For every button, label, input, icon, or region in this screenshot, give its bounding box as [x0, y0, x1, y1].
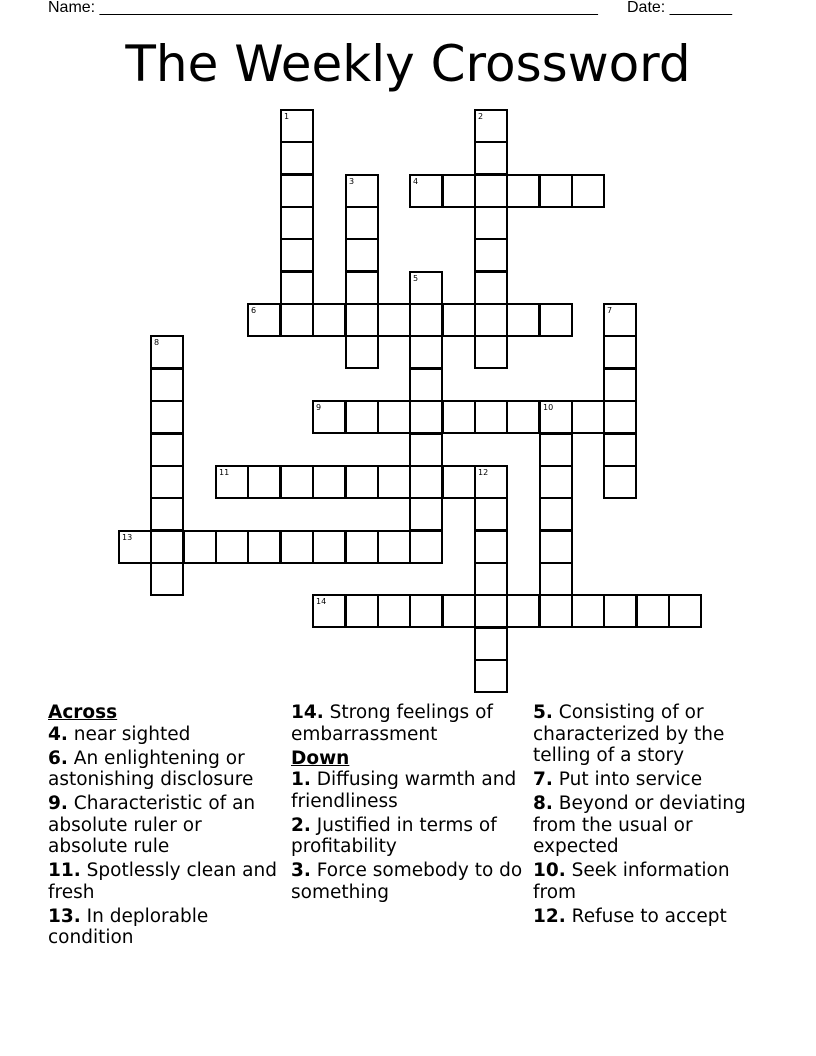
down-clue-10 [533, 860, 773, 903]
cell-number: 7 [607, 306, 613, 315]
grid-cell[interactable] [409, 271, 443, 305]
grid-cell[interactable] [603, 335, 637, 369]
clue-text: Diffusing warmth and friendliness [291, 769, 517, 812]
down-clue-5 [533, 702, 773, 767]
grid-cell[interactable] [150, 400, 184, 434]
grid-cell[interactable] [539, 594, 573, 628]
grid-cell[interactable] [377, 400, 411, 434]
grid-cell[interactable] [150, 433, 184, 467]
clue-number: 9. [48, 793, 68, 814]
grid-cell[interactable] [474, 465, 508, 499]
grid-cell[interactable] [377, 530, 411, 564]
across-clue-14 [291, 702, 523, 745]
grid-cell[interactable] [150, 465, 184, 499]
grid-cell[interactable] [506, 174, 540, 208]
grid-cell[interactable] [474, 206, 508, 240]
grid-cell[interactable] [280, 530, 314, 564]
grid-cell[interactable] [474, 174, 508, 208]
grid-cell[interactable] [539, 433, 573, 467]
down-clue-12 [533, 906, 773, 928]
across-clue-9 [48, 793, 280, 858]
grid-cell[interactable] [603, 303, 637, 337]
grid-cell[interactable] [409, 465, 443, 499]
clue-number: 3. [291, 860, 311, 881]
grid-cell[interactable] [150, 562, 184, 596]
grid-cell[interactable] [312, 400, 346, 434]
grid-cell[interactable] [539, 497, 573, 531]
grid-cell[interactable] [409, 530, 443, 564]
cell-number: 6 [251, 306, 257, 315]
grid-cell[interactable] [345, 594, 379, 628]
grid-cell[interactable] [539, 303, 573, 337]
grid-cell[interactable] [571, 594, 605, 628]
cell-number: 3 [349, 177, 355, 186]
clue-number: 6. [48, 747, 68, 769]
down-clue-7 [533, 769, 773, 791]
grid-cell[interactable] [442, 465, 476, 499]
cell-number: 2 [478, 112, 484, 121]
grid-cell[interactable] [539, 400, 573, 434]
grid-cell[interactable] [280, 271, 314, 305]
clue-text: Strong feelings of embarrassment [291, 702, 493, 745]
grid-cell[interactable] [345, 174, 379, 208]
grid-cell[interactable] [409, 497, 443, 531]
grid-cell[interactable] [280, 465, 314, 499]
across-clue-13 [48, 906, 280, 949]
grid-cell[interactable] [474, 141, 508, 175]
clue-text: Consisting of or characterized by the telling of a story [533, 702, 725, 766]
grid-cell[interactable] [474, 562, 508, 596]
grid-cell[interactable] [345, 303, 379, 337]
grid-cell[interactable] [539, 174, 573, 208]
grid-cell[interactable] [377, 303, 411, 337]
grid-cell[interactable] [150, 497, 184, 531]
grid-cell[interactable] [603, 465, 637, 499]
grid-cell[interactable] [345, 400, 379, 434]
grid-cell[interactable] [409, 335, 443, 369]
grid-cell[interactable] [571, 400, 605, 434]
clue-number: 5. [533, 702, 553, 723]
grid-cell[interactable] [474, 271, 508, 305]
clue-text: Spotlessly clean and fresh [48, 860, 277, 903]
clue-number: 1. [291, 769, 311, 790]
grid-cell[interactable] [345, 335, 379, 369]
grid-cell[interactable] [603, 368, 637, 402]
grid-cell[interactable] [118, 530, 152, 564]
cell-number: 1 [284, 112, 290, 121]
grid-cell[interactable] [280, 109, 314, 143]
grid-cell[interactable] [474, 335, 508, 369]
grid-cell[interactable] [312, 594, 346, 628]
clue-number: 4. [48, 723, 68, 745]
cell-number: 5 [413, 274, 419, 283]
down-clue-3 [291, 860, 523, 903]
clue-text: Justified in terms of profitability [291, 814, 497, 857]
grid-cell[interactable] [442, 400, 476, 434]
clue-column-2 [291, 702, 523, 906]
clue-number: 14. [291, 702, 324, 723]
name-field-line: Name: ________________________________________________________ [48, 0, 598, 16]
grid-cell[interactable] [280, 141, 314, 175]
down-clue-2 [291, 815, 523, 858]
grid-cell[interactable] [506, 400, 540, 434]
grid-cell[interactable] [474, 109, 508, 143]
clue-number: 10. [533, 860, 566, 881]
grid-cell[interactable] [215, 465, 249, 499]
grid-cell[interactable] [345, 465, 379, 499]
grid-cell[interactable] [539, 465, 573, 499]
grid-cell[interactable] [506, 594, 540, 628]
grid-cell[interactable] [409, 174, 443, 208]
across-clue-11 [48, 860, 280, 903]
clue-text: Force somebody to do something [291, 860, 523, 903]
clue-text: In deplorable condition [48, 905, 209, 948]
across-clue-4 [48, 724, 280, 746]
across-clue-6 [48, 748, 280, 791]
clue-text: Characteristic of an absolute ruler or absolute rule [48, 793, 256, 857]
grid-cell[interactable] [377, 594, 411, 628]
grid-cell[interactable] [312, 465, 346, 499]
cell-number: 14 [316, 597, 327, 606]
grid-cell[interactable] [571, 174, 605, 208]
clue-text: Refuse to accept [571, 905, 727, 927]
cell-number: 4 [413, 177, 419, 186]
down-clue-8 [533, 793, 773, 858]
clue-number: 13. [48, 905, 81, 927]
grid-cell[interactable] [345, 238, 379, 272]
grid-cell[interactable] [150, 368, 184, 402]
clue-number: 7. [533, 769, 553, 790]
clue-number: 8. [533, 793, 553, 814]
cell-number: 8 [154, 338, 160, 347]
grid-cell[interactable] [506, 303, 540, 337]
grid-cell[interactable] [409, 433, 443, 467]
grid-cell[interactable] [474, 530, 508, 564]
across-heading: Across [48, 702, 118, 723]
grid-cell[interactable] [280, 303, 314, 337]
grid-cell[interactable] [474, 659, 508, 693]
down-clue-1 [291, 769, 523, 812]
grid-cell[interactable] [215, 530, 249, 564]
grid-cell[interactable] [150, 335, 184, 369]
clue-text: An enlightening or astonishing disclosure [48, 747, 254, 790]
page-title: The Weekly Crossword [125, 35, 691, 93]
cell-number: 13 [122, 533, 133, 542]
grid-cell[interactable] [603, 400, 637, 434]
grid-cell[interactable] [150, 530, 184, 564]
grid-cell[interactable] [539, 562, 573, 596]
cell-number: 11 [219, 468, 230, 477]
grid-cell[interactable] [312, 530, 346, 564]
grid-cell[interactable] [603, 594, 637, 628]
grid-cell[interactable] [603, 433, 637, 467]
clue-text: Seek information from [533, 860, 730, 903]
grid-cell[interactable] [668, 594, 702, 628]
grid-cell[interactable] [409, 303, 443, 337]
clue-text: Put into service [558, 769, 703, 790]
grid-cell[interactable] [539, 530, 573, 564]
clue-number: 2. [291, 814, 311, 836]
grid-cell[interactable] [280, 206, 314, 240]
grid-cell[interactable] [474, 303, 508, 337]
clue-column-3 [533, 702, 773, 930]
grid-cell[interactable] [474, 594, 508, 628]
grid-cell[interactable] [474, 238, 508, 272]
grid-cell[interactable] [474, 400, 508, 434]
grid-cell[interactable] [442, 303, 476, 337]
grid-cell[interactable] [409, 368, 443, 402]
grid-cell[interactable] [409, 594, 443, 628]
clue-text: Beyond or deviating from the usual or expected [533, 793, 746, 857]
grid-cell[interactable] [247, 530, 281, 564]
grid-cell[interactable] [377, 465, 411, 499]
cell-number: 10 [543, 403, 554, 412]
grid-cell[interactable] [345, 530, 379, 564]
grid-cell[interactable] [442, 594, 476, 628]
grid-cell[interactable] [183, 530, 217, 564]
down-heading: Down [291, 747, 350, 769]
grid-cell[interactable] [247, 303, 281, 337]
clue-column-1 [48, 702, 280, 951]
grid-cell[interactable] [345, 206, 379, 240]
grid-cell[interactable] [474, 497, 508, 531]
grid-cell[interactable] [312, 303, 346, 337]
grid-cell[interactable] [409, 400, 443, 434]
grid-cell[interactable] [636, 594, 670, 628]
grid-cell[interactable] [280, 238, 314, 272]
grid-cell[interactable] [442, 174, 476, 208]
cell-number: 12 [478, 468, 489, 477]
clue-text: near sighted [73, 723, 191, 745]
grid-cell[interactable] [247, 465, 281, 499]
clue-number: 11. [48, 860, 81, 881]
cell-number: 9 [316, 403, 322, 412]
clue-number: 12. [533, 905, 566, 927]
date-field-line: Date: _______ [627, 0, 732, 16]
grid-cell[interactable] [345, 271, 379, 305]
grid-cell[interactable] [280, 174, 314, 208]
grid-cell[interactable] [474, 627, 508, 661]
